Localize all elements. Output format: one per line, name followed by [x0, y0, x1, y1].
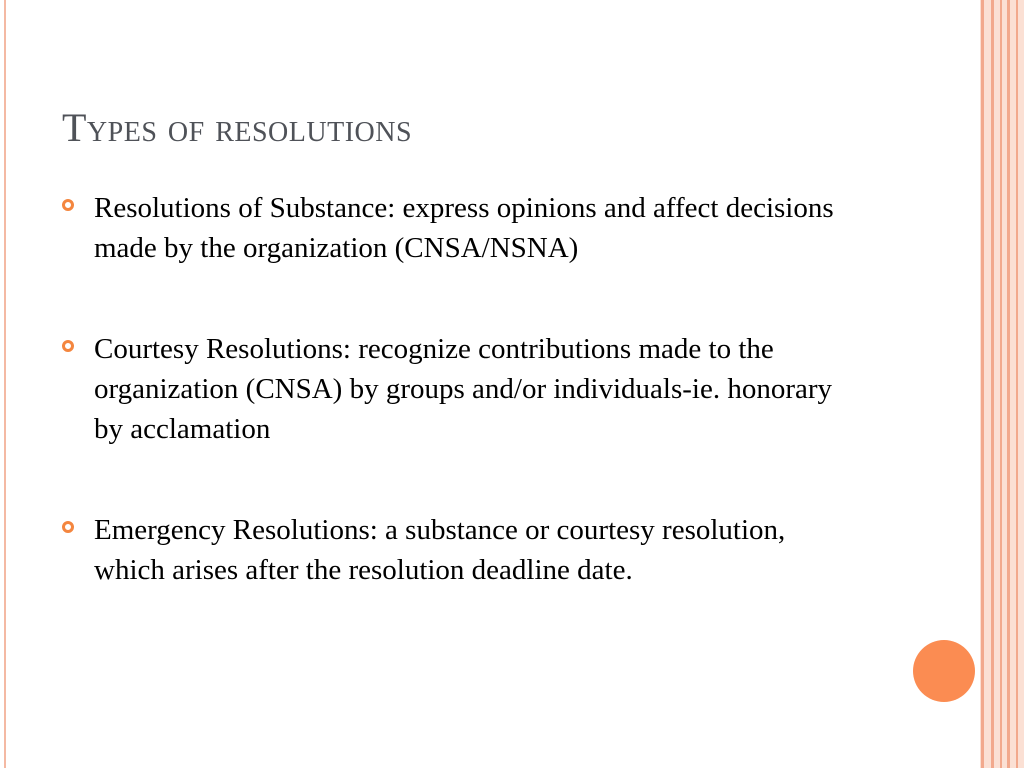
- right-decorative-band: [980, 0, 1024, 768]
- circle-bullet-icon: [62, 521, 74, 533]
- bullet-text: Emergency Resolutions: a substance or courtesy resolution, which arises after the resolution deadline date.: [94, 514, 786, 586]
- decorative-stripe: [1016, 0, 1018, 768]
- slide-title: Types of resolutions: [62, 105, 413, 150]
- bullet-item: [62, 188, 862, 268]
- bullet-item: [62, 510, 862, 590]
- bullet-list: [62, 188, 862, 590]
- circle-bullet-icon: [62, 340, 74, 352]
- bullet-text: Courtesy Resolutions: recognize contributions made to the organization (CNSA) by groups and/or individuals-ie. honorary by acclamation: [94, 333, 833, 445]
- accent-circle-decoration: [913, 640, 975, 702]
- decorative-stripe: [1007, 0, 1010, 768]
- bullet-text: Resolutions of Substance: express opinions and affect decisions made by the organization (CNSA/NSNA): [94, 192, 834, 264]
- circle-bullet-icon: [62, 199, 74, 211]
- left-border-line: [4, 0, 6, 768]
- bullet-item: [62, 329, 862, 449]
- decorative-stripe: [991, 0, 994, 768]
- decorative-stripe: [1000, 0, 1002, 768]
- decorative-stripe: [981, 0, 984, 768]
